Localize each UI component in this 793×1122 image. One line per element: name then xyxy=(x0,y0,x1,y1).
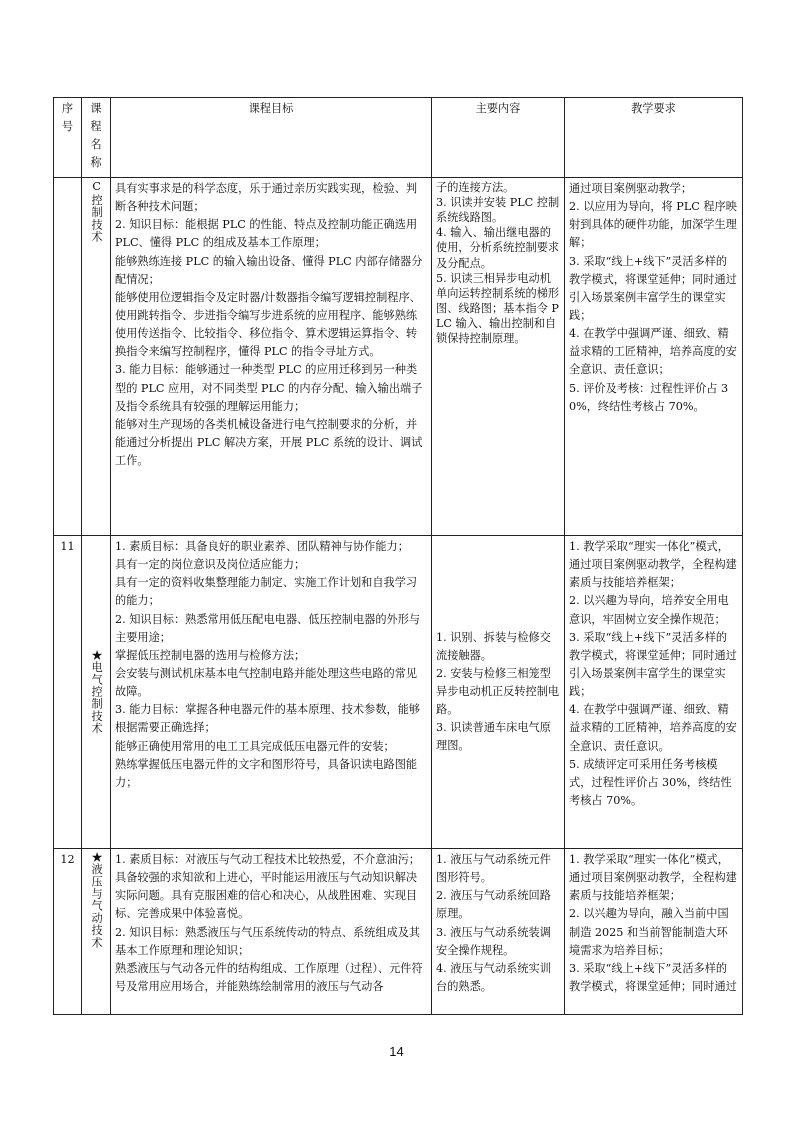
table-row xyxy=(54,849,743,1015)
page-number: 14 xyxy=(389,1044,404,1059)
row-goals: 具有实事求是的科学态度，乐于通过亲历实践实现，检验、判断各种技术问题； 2. 知识目标：能根据 PLC 的性能、特点及控制功能正确选用 PLC、懂得 PLC 的组成及基本工作原理； 能够熟练连接 PLC 的输入输出设备、懂得 PLC 内部存储器分配情况； 能够使用位逻辑指令及定时器/计数器指令编写逻辑控制程序、使用跳转指令、步进指令编写步进系统的应用程序、能够熟练使用传送指令、比较指令、移位指令、算术逻辑运算指令、转换指令来编写控制程序，懂得 PLC 的指令寻址方式。 3. 能力目标：能够通过一种类型 PLC 的应用迁移到另一种类型的 PLC 应用，对不同类型 PLC 的内存分配、输入输出端子及指令系统具有较强的理解运用能力； 能够对生产现场的各类机械设备进行电气控制要求的分析，并能通过分析提出 PLC 解决方案，开展 PLC 系统的设计、调试工作。 xyxy=(111,178,432,536)
table-row xyxy=(54,536,743,849)
row-contents: 1. 识别、拆装与检修交流接触器。 2. 安装与检修三相笼型异步电动机正反转控制电路。 3. 识读普通车床电气原理图。 xyxy=(432,536,565,849)
header-requirement: 教学要求 xyxy=(565,98,743,178)
row-seq xyxy=(54,178,82,536)
row-requirements: 1. 教学采取“理实一体化”模式，通过项目案例驱动教学，全程构建素质与技能培养框架； 2. 以兴趣为导向，培养安全用电意识，牢固树立安全操作规范； 3. 采取“线上+线下”灵活多样的教学模式，将课堂延伸；同时通过引入场景案例丰富学生的课堂实践； 4. 在教学中强调严谨、细致、精益求精的工匠精神，培养高度的安全意识、责任意识。 5. 成绩评定可采用任务考核模式，过程性评价占 30%，终结性考核占 70%。 xyxy=(565,536,743,849)
header-goal: 课程目标 xyxy=(111,98,432,178)
row-requirements: 通过项目案例驱动教学； 2. 以应用为导向，将 PLC 程序映射到具体的硬件功能，加深学生理解； 3. 采取“线上+线下”灵活多样的教学模式，将课堂延伸；同时通过引入场景案例丰富学生的课堂实践； 4. 在教学中强调严谨、细致、精益求精的工匠精神，培养高度的安全意识、责任意识； 5. 评价及考核：过程性评价占 30%，终结性考核占 70%。 xyxy=(565,178,743,536)
row-requirements: 1. 教学采取“理实一体化”模式，通过项目案例驱动教学，全程构建素质与技能培养框架； 2. 以兴趣为导向，融入当前中国制造 2025 和当前智能制造大环境需求为培养目标； 3. 采取“线上+线下”灵活多样的教学模式，将课堂延伸；同时通过 xyxy=(565,849,743,1015)
row-course-name: C控制技术 xyxy=(82,178,111,536)
header-content: 主要内容 xyxy=(432,98,565,178)
header-course-name: 课 程 名 称 xyxy=(82,98,111,178)
row-contents: 1. 液压与气动系统元件图形符号。 2. 液压与气动系统回路原理。 3. 液压与气动系统装调安全操作规程。 4. 液压与气动系统实训台的熟悉。 xyxy=(432,849,565,1015)
header-seq: 序 号 xyxy=(54,98,82,178)
table-header-row xyxy=(54,98,743,178)
row-goals: 1. 素质目标：具备良好的职业素养、团队精神与协作能力； 具有一定的岗位意识及岗位适应能力； 具有一定的资料收集整理能力制定、实施工作计划和自我学习的能力； 2. 知识目标：熟悉常用低压配电电器、低压控制电器的外形与主要用途； 掌握低压控制电器的选用与检修方法； 会安装与测试机床基本电气控制电路并能处理这些电路的常见故障。 3. 能力目标：掌握各种电器元件的基本原理、技术参数，能够根据需要正确选择； 能够正确使用常用的电工工具完成低压电器元件的安装； 熟练掌握低压电器元件的文字和图形符号，具备识读电路图能力； xyxy=(111,536,432,849)
row-course-name: ★液压与气动技术 xyxy=(82,849,111,1015)
row-contents: 子的连接方法。 3. 识读并安装 PLC 控制系统线路图。 4. 输入、输出继电器的使用，分析系统控制要求及分配点。 5. 识读三相异步电动机单向运转控制系统的梯形图、线路图；基本指令 PLC 输入、输出控制和自锁保持控制原理。 xyxy=(432,178,565,536)
row-seq: 12 xyxy=(54,849,82,1015)
row-seq: 11 xyxy=(54,536,82,849)
table-row xyxy=(54,178,743,536)
row-course-name: ★电气控制技术 xyxy=(82,536,111,849)
row-goals: 1. 素质目标：对液压与气动工程技术比较热爱，不介意油污；具备较强的求知欲和上进心，平时能运用液压与气动知识解决实际问题。具有克服困难的信心和决心，从战胜困难、实现目标、完善成果中体验喜悦。 2. 知识目标：熟悉液压与气压系统传动的特点、系统组成及其基本工作原理和理论知识； 熟悉液压与气动各元件的结构组成、工作原理（过程）、元件符号及常用应用场合，并能熟练绘制常用的液压与气动各 xyxy=(111,849,432,1015)
curriculum-table xyxy=(53,97,743,1015)
